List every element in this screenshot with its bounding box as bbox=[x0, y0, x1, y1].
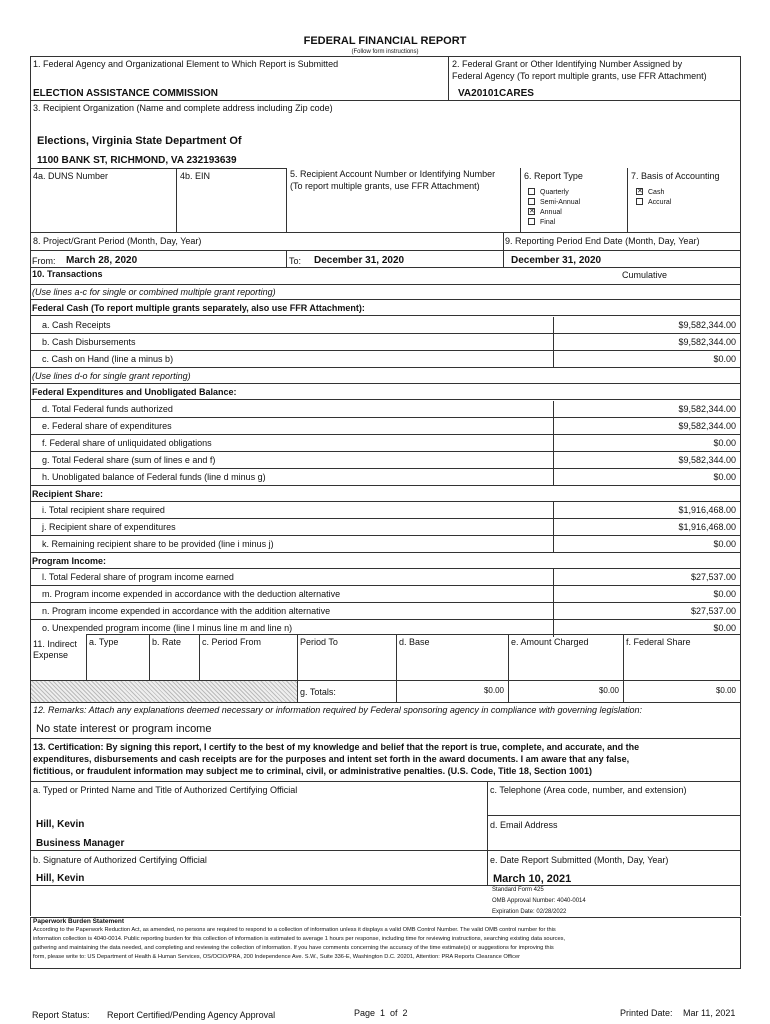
recipient-address: 1100 BANK ST, RICHMOND, VA 232193639 bbox=[37, 155, 237, 166]
omb-approval-number: OMB Approval Number: 4040-0014 bbox=[492, 898, 586, 904]
table-row: i. Total recipient share required $1,916,468.00 bbox=[30, 502, 740, 519]
page-number: Page 1 of 2 bbox=[354, 1008, 408, 1018]
agency-name: ELECTION ASSISTANCE COMMISSION bbox=[33, 88, 219, 99]
col-rate: b. Rate bbox=[152, 637, 182, 647]
total-federal-share: $0.00 bbox=[715, 686, 736, 695]
box3-label: 3. Recipient Organization (Name and complete address including Zip code) bbox=[33, 103, 333, 113]
omb-expiration: Expiration Date: 02/28/2022 bbox=[492, 909, 567, 915]
table-row: l. Total Federal share of program income earned $27,537.00 bbox=[30, 569, 740, 586]
option-quarterly[interactable]: Quarterly bbox=[528, 188, 580, 198]
col-type: a. Type bbox=[89, 637, 119, 647]
checkbox-icon bbox=[528, 188, 535, 195]
cash-receipts-value: $9,582,344.00 bbox=[678, 320, 736, 330]
col-period-to: Period To bbox=[300, 637, 338, 647]
official-name: Hill, Kevin bbox=[36, 819, 85, 830]
table-row: n. Program income expended in accordance with the addition alternative $27,537.00 bbox=[30, 603, 740, 620]
remarks-value: No state interest or program income bbox=[36, 723, 212, 735]
box7-label: 7. Basis of Accounting bbox=[631, 171, 720, 181]
report-status-label: Report Status: bbox=[32, 1010, 90, 1020]
option-accural[interactable]: Accural bbox=[636, 198, 671, 208]
grant-number: VA20101CARES bbox=[458, 88, 534, 99]
period-from: March 28, 2020 bbox=[66, 255, 138, 266]
cash-disbursements-value: $9,582,344.00 bbox=[678, 337, 736, 347]
program-income-heading: Program Income: bbox=[30, 553, 740, 569]
certification-line-1: 13. Certification: By signing this report, I certify to the best of my knowledge and belief that the report is true, complete, and accurate, and the bbox=[33, 742, 640, 752]
note-lines-a-c: (Use lines a-c for single or combined multiple grant reporting) bbox=[30, 284, 740, 300]
total-amount-charged: $0.00 bbox=[598, 686, 619, 695]
box5-label-2: (To report multiple grants, use FFR Attachment) bbox=[290, 181, 480, 191]
telephone-label: c. Telephone (Area code, number, and extension) bbox=[490, 785, 687, 795]
date-submitted-label: e. Date Report Submitted (Month, Day, Year) bbox=[490, 855, 669, 865]
paperwork-line-2: information collection is 4040-0014. Public reporting burden for this collection of information is estimated to average 1 hours per response, including time for reviewing instructions, searching existing data sources, bbox=[33, 936, 566, 942]
report-type-options bbox=[528, 188, 580, 228]
option-semi-annual[interactable]: Semi-Annual bbox=[528, 198, 580, 208]
from-label: From: bbox=[32, 256, 56, 266]
period-end-date: December 31, 2020 bbox=[511, 255, 602, 266]
table-row: g. Total Federal share (sum of lines e and f) $9,582,344.00 bbox=[30, 452, 740, 469]
checkbox-icon bbox=[636, 198, 643, 205]
note-lines-d-o: (Use lines d-o for single grant reporting) bbox=[30, 368, 740, 384]
certification-line-2: expenditures, disbursements and cash receipts are for the purposes and intent set forth in the award documents. I am aware that any false, bbox=[33, 754, 630, 764]
table-row: d. Total Federal funds authorized $9,582,344.00 bbox=[30, 401, 740, 418]
box11-label-2: Expense bbox=[33, 650, 69, 660]
recipient-name: Elections, Virginia State Department Of bbox=[37, 135, 242, 147]
box4b-label: 4b. EIN bbox=[180, 171, 211, 181]
col-amount-charged: e. Amount Charged bbox=[511, 637, 589, 647]
table-row: a. Cash Receipts $9,582,344.00 bbox=[30, 317, 740, 334]
checkbox-checked-icon bbox=[636, 188, 643, 195]
checkbox-icon bbox=[528, 218, 535, 225]
email-label: d. Email Address bbox=[490, 820, 558, 830]
table-row: j. Recipient share of expenditures $1,916,468.00 bbox=[30, 519, 740, 536]
box6-label: 6. Report Type bbox=[524, 171, 583, 181]
box11-label-1: 11. Indirect bbox=[33, 639, 77, 649]
option-final[interactable]: Final bbox=[528, 218, 580, 228]
transactions-title: 10. Transactions bbox=[32, 269, 103, 279]
paperwork-line-1: According to the Paperwork Reduction Act, as amended, no persons are required to respond to a collection of information unless it displays a valid OMB Control Number. The valid OMB control number for this bbox=[33, 927, 556, 933]
total-base: $0.00 bbox=[483, 686, 504, 695]
col-federal-share: f. Federal Share bbox=[626, 637, 691, 647]
official-signature: Hill, Kevin bbox=[36, 873, 85, 884]
totals-label: g. Totals: bbox=[300, 687, 336, 697]
paperwork-line-3: gathering and maintaining the data needed, and completing and reviewing the collection of information. If you have comments concerning the accuracy of the time estimate(s) or suggestions for improving this bbox=[33, 945, 554, 951]
col-period-from: c. Period From bbox=[202, 637, 262, 647]
box9-label: 9. Reporting Period End Date (Month, Day, Year) bbox=[505, 236, 700, 246]
form-title: FEDERAL FINANCIAL REPORT bbox=[303, 35, 467, 47]
paperwork-line-4: form, please write to: US Department of Health & Human Services, OS/OCIO/PRA, 200 Independence Ave. S.W., Suite 336-E, Washington D.C. 20201, Attention: PRA Reports Clearance Officer bbox=[33, 954, 521, 960]
printed-date-label: Printed Date: bbox=[620, 1008, 673, 1018]
date-submitted: March 10, 2021 bbox=[493, 873, 572, 885]
recipient-share-heading: Recipient Share: bbox=[30, 486, 740, 502]
paperwork-title: Paperwork Burden Statement bbox=[33, 918, 125, 925]
accounting-options bbox=[636, 188, 671, 208]
box5-label-1: 5. Recipient Account Number or Identifying Number bbox=[290, 169, 496, 179]
form-subtitle: (Follow form instructions) bbox=[351, 49, 419, 55]
table-row: f. Federal share of unliquidated obligations $0.00 bbox=[30, 435, 740, 452]
shaded-cell bbox=[31, 681, 297, 702]
printed-date: Mar 11, 2021 bbox=[683, 1008, 736, 1018]
federal-expenditures-heading: Federal Expenditures and Unobligated Balance: bbox=[30, 384, 740, 400]
cumulative-label: Cumulative bbox=[622, 270, 668, 280]
box8-label: 8. Project/Grant Period (Month, Day, Year) bbox=[33, 236, 202, 246]
table-row: o. Unexpended program income (line l minus line m and line n) $0.00 bbox=[30, 620, 740, 637]
signature-label: b. Signature of Authorized Certifying Official bbox=[33, 855, 207, 865]
period-to: December 31, 2020 bbox=[314, 255, 405, 266]
box2-label-2: Federal Agency (To report multiple grants, use FFR Attachment) bbox=[452, 71, 707, 81]
table-row: c. Cash on Hand (line a minus b) $0.00 bbox=[30, 351, 740, 368]
official-title: Business Manager bbox=[36, 838, 125, 849]
table-row: e. Federal share of expenditures $9,582,344.00 bbox=[30, 418, 740, 435]
table-row: h. Unobligated balance of Federal funds (line d minus g) $0.00 bbox=[30, 469, 740, 486]
certification-line-3: fictitious, or fraudulent information may subject me to criminal, civil, or administrative penalties. (U.S. Code, Title 18, Section 1001) bbox=[33, 766, 592, 776]
option-annual[interactable]: ✕Annual bbox=[528, 208, 580, 218]
table-row: m. Program income expended in accordance with the deduction alternative $0.00 bbox=[30, 586, 740, 603]
cash-on-hand-value: $0.00 bbox=[713, 354, 736, 364]
col-base: d. Base bbox=[399, 637, 430, 647]
to-label: To: bbox=[289, 256, 302, 266]
box1-label: 1. Federal Agency and Organizational Element to Which Report is Submitted bbox=[33, 59, 339, 69]
paperwork-box bbox=[30, 917, 741, 969]
report-status: Report Certified/Pending Agency Approval bbox=[107, 1010, 276, 1020]
official-name-label: a. Typed or Printed Name and Title of Authorized Certifying Official bbox=[33, 785, 298, 795]
box2-label-1: 2. Federal Grant or Other Identifying Number Assigned by bbox=[452, 59, 683, 69]
federal-cash-heading: Federal Cash (To report multiple grants separately, also use FFR Attachment): bbox=[30, 300, 740, 316]
remarks-label: 12. Remarks: Attach any explanations deemed necessary or information required by Federal sponsoring agency in compliance with governing legislation: bbox=[33, 705, 642, 715]
table-row: b. Cash Disbursements $9,582,344.00 bbox=[30, 334, 740, 351]
box4a-label: 4a. DUNS Number bbox=[33, 171, 109, 181]
omb-form-number: Standard Form 425 bbox=[492, 887, 544, 893]
checkbox-checked-icon bbox=[528, 208, 535, 215]
checkbox-icon bbox=[528, 198, 535, 205]
table-row: k. Remaining recipient share to be provided (line i minus j) $0.00 bbox=[30, 536, 740, 553]
option-cash[interactable]: ✕Cash bbox=[636, 188, 671, 198]
